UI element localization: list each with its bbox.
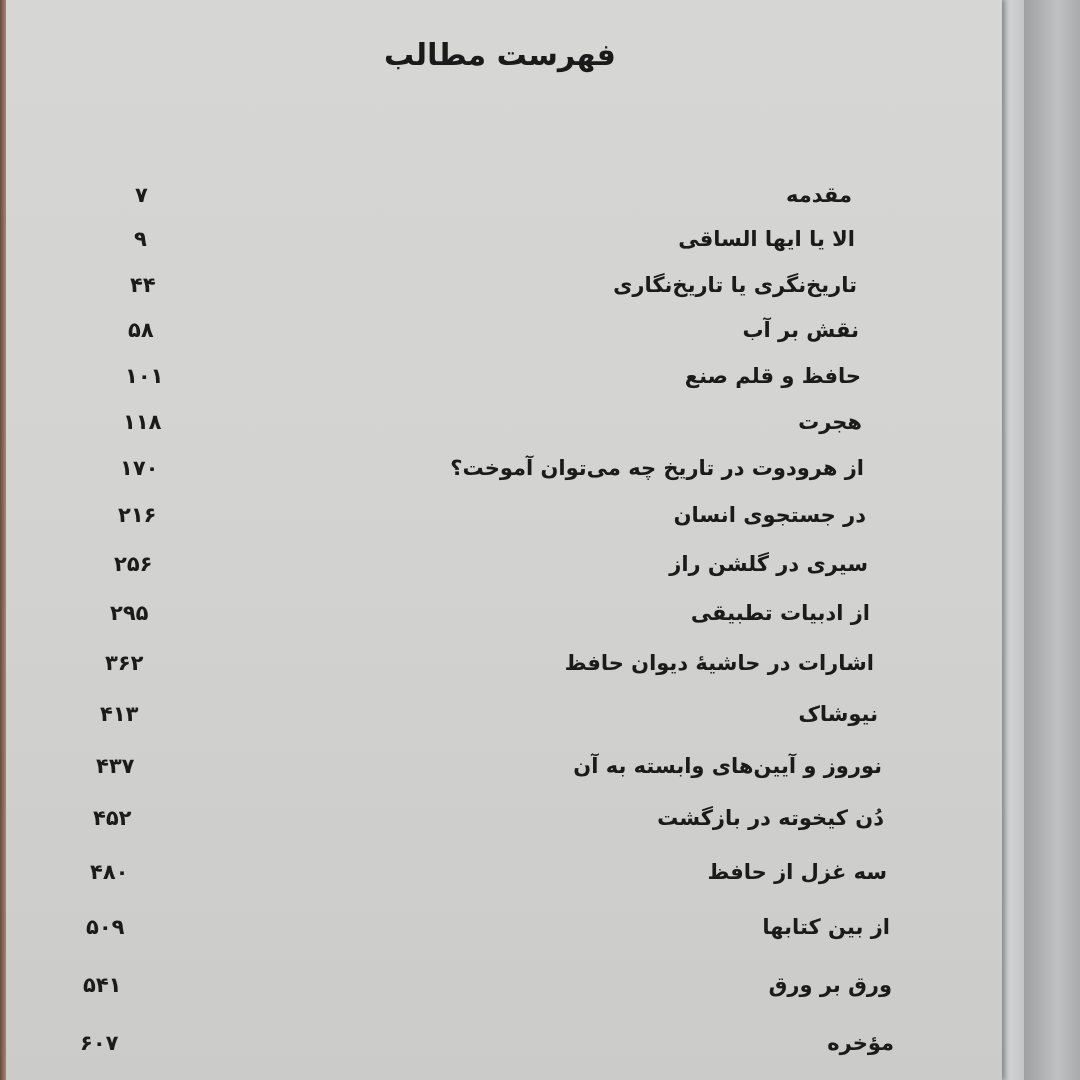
toc-entry [0,183,1002,223]
toc-entry [0,364,1002,404]
toc-entry [0,456,1002,496]
toc-entry [0,754,1002,794]
toc-entry-title: نقش بر آب [742,318,859,342]
toc-entry-page: ۱۷۰ [120,456,159,480]
toc-entry-title: الا یا ایها الساقی [678,227,855,251]
toc-entry-page: ۵۸ [128,318,154,342]
toc-heading: فهرست مطالب [384,38,616,73]
toc-entry-title: سیری در گلشن راز [669,552,868,576]
next-pages-edge [1024,0,1080,1080]
toc-entry [0,1031,1002,1071]
toc-entry-page: ۵۰۹ [86,915,125,939]
toc-entry-title: هجرت [798,410,862,434]
toc-entry-title: حافظ و قلم صنع [684,364,861,388]
toc-entry-title: ورق بر ورق [768,973,892,997]
toc-entry [0,503,1002,543]
toc-entry [0,410,1002,450]
toc-entry-title: نوروز و آیین‌های وابسته به آن [573,754,882,778]
toc-entry-title: مؤخره [827,1031,894,1055]
toc-entry [0,806,1002,846]
toc-entry [0,227,1002,267]
toc-entry-title: از ادبیات تطبیقی [690,601,870,625]
toc-entry-page: ۲۹۵ [110,601,149,625]
toc-entry [0,702,1002,742]
toc-entry-title: تاریخ‌نگری یا تاریخ‌نگاری [613,273,857,297]
toc-entry-page: ۶۰۷ [80,1031,119,1055]
toc-entry-page: ۷ [135,183,148,207]
toc-entry-title: نیوشاک [798,702,878,726]
toc-entry [0,860,1002,900]
toc-entry-page: ۴۱۳ [100,702,139,726]
toc-entry-title: مقدمه [786,183,852,207]
toc-entry-title: اشارات در حاشیهٔ دیوان حافظ [564,651,874,675]
toc-entry [0,318,1002,358]
toc-entry [0,651,1002,691]
toc-entry-page: ۴۳۷ [96,754,135,778]
toc-entry-page: ۹ [134,227,147,251]
toc-entry-title: از هرودوت در تاریخ چه می‌توان آموخت؟ [450,456,864,480]
toc-entry [0,273,1002,313]
toc-entry [0,973,1002,1013]
toc-entry-page: ۴۸۰ [90,860,129,884]
toc-entry-page: ۳۶۲ [105,651,144,675]
toc-entry-page: ۲۵۶ [114,552,153,576]
toc-entry [0,601,1002,641]
toc-entry-title: از بین کتابها [762,915,890,939]
toc-entry-title: سه غزل از حافظ [707,860,887,884]
toc-entry [0,915,1002,955]
toc-entry-title: در جستجوی انسان [673,503,866,527]
toc-entry-page: ۱۰۱ [125,364,164,388]
toc-entry-page: ۵۴۱ [83,973,122,997]
toc-entry-title: دُن کیخوته در بازگشت [657,806,884,830]
toc-entry-page: ۴۵۲ [93,806,132,830]
toc-entry [0,552,1002,592]
toc-entry-page: ۴۴ [130,273,156,297]
page-edge [1002,0,1024,1080]
toc-entry-page: ۱۱۸ [123,410,162,434]
toc-entry-page: ۲۱۶ [118,503,157,527]
